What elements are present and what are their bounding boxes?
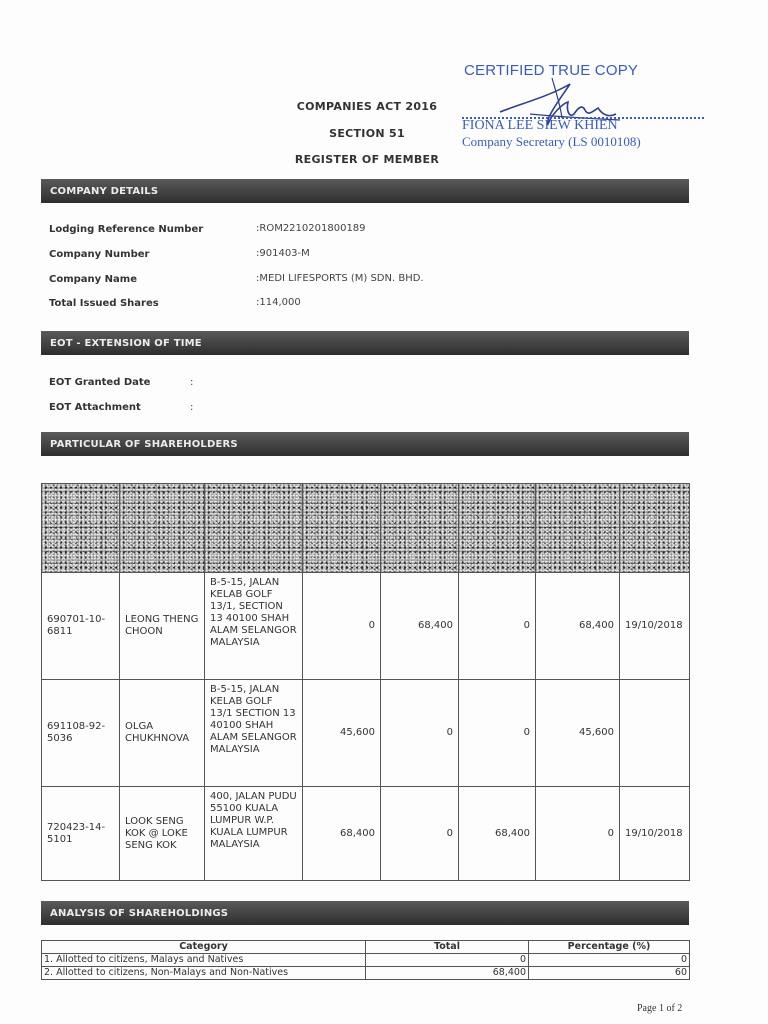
id-cell: 720423-14-5101 <box>42 787 120 881</box>
company-details-bar: COMPANY DETAILS <box>41 179 689 203</box>
eot-granted-label: EOT Granted Date <box>49 377 151 388</box>
eot-bar: EOT - EXTENSION OF TIME <box>41 331 689 355</box>
analysis-header-row <box>42 941 690 954</box>
stamp-role: Company Secretary (LS 0010108) <box>462 134 641 149</box>
act-heading: COMPANIES ACT 2016 <box>296 100 438 113</box>
analysis-table <box>41 940 690 980</box>
stamp-name: FIONA LEE SIEW KHIEN <box>462 118 618 133</box>
lodging-ref-label: Lodging Reference Number <box>49 224 204 235</box>
eot-granted-value: : <box>190 377 194 388</box>
table-header-row <box>42 484 690 573</box>
address-cell: B-5-15, JALAN KELAB GOLF 13/1 SECTION 13 40100 SHAH ALAM SELANGOR MALAYSIA <box>205 680 303 787</box>
stamp-title: CERTIFIED TRUE COPY <box>464 62 639 79</box>
header-cell <box>205 484 303 573</box>
header-cell <box>42 484 120 573</box>
company-number-value: :901403-M <box>256 248 310 259</box>
header-cell <box>120 484 205 573</box>
page-number: Page 1 of 2 <box>637 1003 683 1014</box>
percentage-header: Percentage (%) <box>529 941 690 954</box>
address-cell: B-5-15, JALAN KELAB GOLF 13/1, SECTION 13 40100 SHAH ALAM SELANGOR MALAYSIA <box>205 573 303 680</box>
table-row <box>42 680 690 787</box>
header-cell <box>459 484 536 573</box>
date-cell: 19/10/2018 <box>620 573 690 680</box>
section-heading: SECTION 51 <box>329 127 405 140</box>
total-shares-cell: 0 <box>536 787 620 881</box>
id-cell: 690701-10-6811 <box>42 573 120 680</box>
transferred-in-cell: 0 <box>381 787 459 881</box>
total-cell: 68,400 <box>366 967 529 980</box>
total-cell: 0 <box>366 954 529 967</box>
shares-cell: 68,400 <box>303 787 381 881</box>
total-shares-label: Total Issued Shares <box>49 298 159 309</box>
total-shares-cell: 68,400 <box>536 573 620 680</box>
transferred-out-cell: 0 <box>459 680 536 787</box>
date-cell <box>620 680 690 787</box>
percentage-cell: 0 <box>529 954 690 967</box>
shareholders-table <box>41 483 690 881</box>
name-cell: LEONG THENG CHOON <box>120 573 205 680</box>
category-header: Category <box>42 941 366 954</box>
table-row <box>42 967 690 980</box>
name-cell: OLGA CHUKHNOVA <box>120 680 205 787</box>
header-cell <box>620 484 690 573</box>
percentage-cell: 60 <box>529 967 690 980</box>
header-cell <box>381 484 459 573</box>
date-cell: 19/10/2018 <box>620 787 690 881</box>
table-row <box>42 954 690 967</box>
lodging-ref-value: :ROM2210201800189 <box>256 223 366 234</box>
company-name-label: Company Name <box>49 274 137 285</box>
transferred-out-cell: 68,400 <box>459 787 536 881</box>
category-cell: 2. Allotted to citizens, Non-Malays and Non-Natives <box>42 967 366 980</box>
header-cell <box>303 484 381 573</box>
transferred-in-cell: 68,400 <box>381 573 459 680</box>
eot-attachment-value: : <box>190 402 194 413</box>
total-shares-value: :114,000 <box>256 297 301 308</box>
company-number-label: Company Number <box>49 249 150 260</box>
category-cell: 1. Allotted to citizens, Malays and Natives <box>42 954 366 967</box>
total-shares-cell: 45,600 <box>536 680 620 787</box>
register-heading: REGISTER OF MEMBER <box>294 153 440 166</box>
table-row <box>42 573 690 680</box>
table-row <box>42 787 690 881</box>
shares-cell: 0 <box>303 573 381 680</box>
address-cell: 400, JALAN PUDU 55100 KUALA LUMPUR W.P. KUALA LUMPUR MALAYSIA <box>205 787 303 881</box>
name-cell: LOOK SENG KOK @ LOKE SENG KOK <box>120 787 205 881</box>
analysis-bar: ANALYSIS OF SHAREHOLDINGS <box>41 901 689 925</box>
eot-attachment-label: EOT Attachment <box>49 402 141 413</box>
transferred-out-cell: 0 <box>459 573 536 680</box>
shareholders-bar: PARTICULAR OF SHAREHOLDERS <box>41 432 689 456</box>
total-header: Total <box>366 941 529 954</box>
transferred-in-cell: 0 <box>381 680 459 787</box>
header-cell <box>536 484 620 573</box>
id-cell: 691108-92-5036 <box>42 680 120 787</box>
shares-cell: 45,600 <box>303 680 381 787</box>
company-name-value: :MEDI LIFESPORTS (M) SDN. BHD. <box>256 273 424 284</box>
